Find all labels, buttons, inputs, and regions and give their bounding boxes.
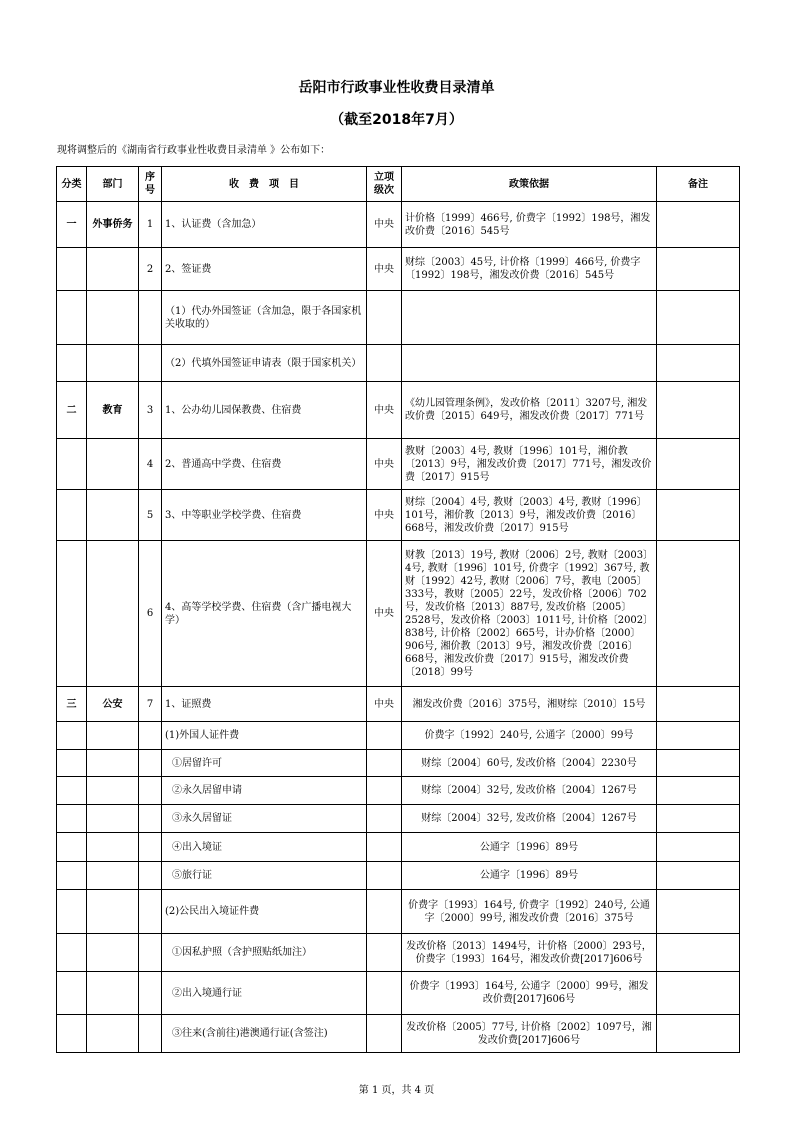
cell-basis: 计价格〔1999〕466号, 价费字〔1992〕198号，湘发改价费〔2016〕545号: [402, 202, 657, 248]
cell-item: (1)外国人证件费: [162, 722, 367, 750]
cell-item: 1、证照费: [162, 687, 367, 722]
cell-level: 中央: [367, 248, 402, 291]
cell-seq: 1: [139, 202, 162, 248]
cell-seq: [139, 833, 162, 862]
cell-category: [57, 248, 87, 291]
cell-item: ④出入境证: [162, 833, 367, 862]
table-row: [57, 777, 740, 805]
cell-item: 2、普通高中学费、住宿费: [162, 439, 367, 490]
cell-level: 中央: [367, 382, 402, 439]
cell-dept: [87, 490, 139, 541]
cell-seq: [139, 934, 162, 972]
table-row: [57, 934, 740, 972]
cell-basis: 价费字〔1993〕164号, 价费字〔1992〕240号, 公通字〔2000〕99号, 湘发改价费〔2016〕375号: [402, 890, 657, 934]
cell-category: [57, 1015, 87, 1053]
cell-dept: [87, 862, 139, 890]
intro-text: 现将调整后的《湖南省行政事业性收费目录清单 》公布如下：: [57, 145, 331, 156]
cell-category: [57, 722, 87, 750]
cell-basis: [402, 345, 657, 382]
cell-note: [657, 490, 740, 541]
page-footer: 第 1 页，共 4 页: [358, 1085, 435, 1096]
cell-category: [57, 890, 87, 934]
cell-dept: [87, 722, 139, 750]
cell-note: [657, 687, 740, 722]
header-basis: 政策依据: [402, 167, 657, 202]
cell-dept: [87, 777, 139, 805]
cell-level: [367, 862, 402, 890]
cell-dept: [87, 248, 139, 291]
cell-category: [57, 291, 87, 345]
table-row: [57, 382, 740, 439]
cell-dept: [87, 805, 139, 833]
cell-seq: 4: [139, 439, 162, 490]
cell-basis: 财综〔2004〕32号, 发改价格〔2004〕1267号: [402, 805, 657, 833]
cell-dept: 外事侨务: [87, 202, 139, 248]
cell-basis: 发改价格〔2005〕77号, 计价格〔2002〕1097号，湘发改价费[2017]606号: [402, 1015, 657, 1053]
cell-seq: [139, 777, 162, 805]
cell-note: [657, 291, 740, 345]
table-row: [57, 972, 740, 1015]
table-row: [57, 345, 740, 382]
cell-category: [57, 934, 87, 972]
cell-dept: 教育: [87, 382, 139, 439]
cell-note: [657, 1015, 740, 1053]
header-level: 立项级次: [367, 167, 402, 202]
cell-seq: [139, 750, 162, 777]
cell-item: ②出入境通行证: [162, 972, 367, 1015]
cell-basis: 《幼儿园管理条例》，发改价格〔2011〕3207号, 湘发改价费〔2015〕649号，湘发改价费〔2017〕771号: [402, 382, 657, 439]
cell-level: 中央: [367, 541, 402, 687]
cell-basis: 财综〔2004〕4号, 教财〔2003〕4号, 教财〔1996〕101号，湘价教〔2013〕9号，湘发改价费〔2016〕668号，湘发改价费〔2017〕915号: [402, 490, 657, 541]
header-dept: 部门: [87, 167, 139, 202]
cell-note: [657, 972, 740, 1015]
cell-note: [657, 862, 740, 890]
cell-dept: [87, 439, 139, 490]
cell-category: 三: [57, 687, 87, 722]
cell-item: 4、高等学校学费、住宿费（含广播电视大学）: [162, 541, 367, 687]
cell-category: [57, 833, 87, 862]
cell-note: [657, 345, 740, 382]
cell-seq: [139, 722, 162, 750]
cell-basis: 发改价格〔2013〕1494号，计价格〔2000〕293号，价费字〔1993〕164号，湘发改价费[2017]606号: [402, 934, 657, 972]
page-subtitle: （截至2018年7月）: [330, 112, 463, 128]
cell-note: [657, 805, 740, 833]
cell-note: [657, 541, 740, 687]
cell-note: [657, 722, 740, 750]
table-row: [57, 862, 740, 890]
cell-seq: [139, 291, 162, 345]
cell-seq: [139, 890, 162, 934]
cell-category: [57, 750, 87, 777]
cell-item: 3、中等职业学校学费、住宿费: [162, 490, 367, 541]
cell-seq: [139, 1015, 162, 1053]
cell-seq: 5: [139, 490, 162, 541]
table-row: [57, 248, 740, 291]
cell-item: ③永久居留证: [162, 805, 367, 833]
cell-category: 二: [57, 382, 87, 439]
cell-dept: [87, 972, 139, 1015]
cell-dept: [87, 934, 139, 972]
cell-basis: 价费字〔1993〕164号, 公通字〔2000〕99号，湘发改价费[2017]606号: [402, 972, 657, 1015]
cell-level: [367, 972, 402, 1015]
cell-basis: 财综〔2004〕60号, 发改价格〔2004〕2230号: [402, 750, 657, 777]
cell-level: [367, 890, 402, 934]
cell-item: ①因私护照（含护照贴纸加注）: [162, 934, 367, 972]
table-row: [57, 890, 740, 934]
cell-level: 中央: [367, 439, 402, 490]
cell-level: [367, 833, 402, 862]
cell-seq: 7: [139, 687, 162, 722]
cell-level: [367, 777, 402, 805]
cell-item: ③往来(含前往)港澳通行证(含签注): [162, 1015, 367, 1053]
cell-level: [367, 345, 402, 382]
cell-seq: 2: [139, 248, 162, 291]
cell-category: 一: [57, 202, 87, 248]
table-row: [57, 1015, 740, 1053]
cell-seq: [139, 345, 162, 382]
cell-note: [657, 382, 740, 439]
page-title: 岳阳市行政事业性收费目录清单: [298, 80, 495, 96]
cell-dept: [87, 541, 139, 687]
cell-seq: 3: [139, 382, 162, 439]
header-note: 备注: [657, 167, 740, 202]
cell-dept: [87, 1015, 139, 1053]
table-row: [57, 687, 740, 722]
table-row: [57, 291, 740, 345]
table-row: [57, 439, 740, 490]
cell-note: [657, 890, 740, 934]
table-row: [57, 541, 740, 687]
cell-dept: [87, 890, 139, 934]
cell-level: [367, 750, 402, 777]
cell-item: 1、公办幼儿园保教费、住宿费: [162, 382, 367, 439]
cell-category: [57, 805, 87, 833]
cell-basis: [402, 291, 657, 345]
cell-level: 中央: [367, 490, 402, 541]
cell-dept: [87, 833, 139, 862]
cell-category: [57, 490, 87, 541]
table-row: [57, 722, 740, 750]
cell-basis: 湘发改价费〔2016〕375号，湘财综〔2010〕15号: [402, 687, 657, 722]
cell-item: ①居留许可: [162, 750, 367, 777]
cell-category: [57, 972, 87, 1015]
cell-category: [57, 777, 87, 805]
cell-category: [57, 439, 87, 490]
cell-dept: 公安: [87, 687, 139, 722]
cell-note: [657, 202, 740, 248]
table-row: [57, 490, 740, 541]
cell-item: （2）代填外国签证申请表（限于国家机关）: [162, 345, 367, 382]
cell-basis: 公通字〔1996〕89号: [402, 862, 657, 890]
table-row: [57, 202, 740, 248]
cell-level: [367, 291, 402, 345]
header-seq: 序号: [139, 167, 162, 202]
cell-level: 中央: [367, 687, 402, 722]
cell-basis: 教财〔2003〕4号, 教财〔1996〕101号，湘价教〔2013〕9号，湘发改价费〔2017〕771号，湘发改价费〔2017〕915号: [402, 439, 657, 490]
cell-seq: [139, 972, 162, 1015]
cell-level: [367, 722, 402, 750]
cell-basis: 公通字〔1996〕89号: [402, 833, 657, 862]
cell-note: [657, 750, 740, 777]
cell-seq: [139, 805, 162, 833]
cell-basis: 财综〔2004〕32号, 发改价格〔2004〕1267号: [402, 777, 657, 805]
cell-note: [657, 833, 740, 862]
cell-dept: [87, 750, 139, 777]
header-category: 分类: [57, 167, 87, 202]
cell-basis: 价费字〔1992〕240号, 公通字〔2000〕99号: [402, 722, 657, 750]
cell-item: 1、认证费（含加急）: [162, 202, 367, 248]
cell-level: [367, 805, 402, 833]
cell-item: ⑤旅行证: [162, 862, 367, 890]
cell-dept: [87, 345, 139, 382]
cell-seq: 6: [139, 541, 162, 687]
cell-seq: [139, 862, 162, 890]
header-item: 收 费 项 目: [162, 167, 367, 202]
cell-level: [367, 934, 402, 972]
cell-note: [657, 777, 740, 805]
cell-level: 中央: [367, 202, 402, 248]
cell-category: [57, 345, 87, 382]
table-row: [57, 833, 740, 862]
cell-item: ②永久居留申请: [162, 777, 367, 805]
cell-item: 2、签证费: [162, 248, 367, 291]
cell-basis: 财教〔2013〕19号, 教财〔2006〕2号, 教财〔2003〕4号, 教财〔1996〕101号, 价费字〔1992〕367号, 教财〔1992〕42号, 教财〔2006〕7号，教电〔2005〕333号，教财〔2005〕22号，发改价格〔2006〕702号，发改价格〔2013〕887号, 发改价格〔2005〕2528号，发改价格〔2003〕1011号, 计价格〔2002〕838号, 计价格〔2002〕665号，计办价格〔2000〕906号, 湘价教〔2013〕9号，湘发改价费〔2016〕668号，湘发改价费〔2017〕915号，湘发改价费〔2018〕99号: [402, 541, 657, 687]
cell-note: [657, 248, 740, 291]
table-header-row: [57, 167, 740, 202]
cell-category: [57, 862, 87, 890]
cell-basis: 财综〔2003〕45号, 计价格〔1999〕466号, 价费字〔1992〕198号，湘发改价费〔2016〕545号: [402, 248, 657, 291]
table-row: [57, 750, 740, 777]
cell-item: （1）代办外国签证（含加急，限于各国家机关收取的）: [162, 291, 367, 345]
fee-catalog-table: [56, 166, 740, 1053]
cell-note: [657, 439, 740, 490]
cell-level: [367, 1015, 402, 1053]
cell-dept: [87, 291, 139, 345]
cell-item: (2)公民出入境证件费: [162, 890, 367, 934]
table-row: [57, 805, 740, 833]
cell-category: [57, 541, 87, 687]
cell-note: [657, 934, 740, 972]
